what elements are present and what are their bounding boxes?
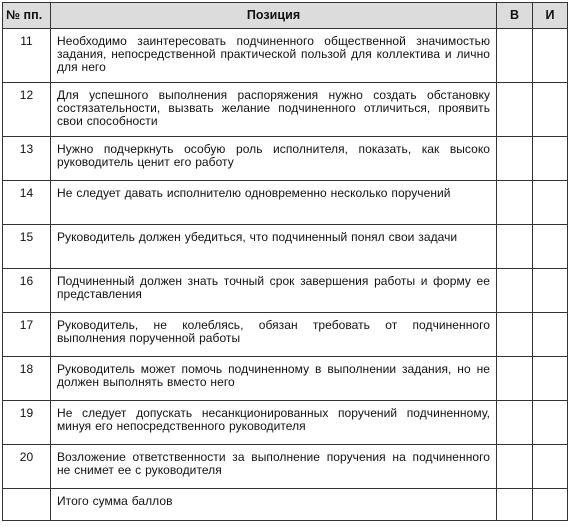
row-i-cell bbox=[533, 401, 568, 445]
row-number: 19 bbox=[3, 401, 51, 445]
total-label: Итого сумма баллов bbox=[51, 489, 497, 521]
row-v-cell bbox=[497, 401, 533, 445]
table-row bbox=[3, 29, 568, 83]
header-i: И bbox=[533, 3, 568, 29]
header-number: № пп. bbox=[3, 3, 51, 29]
table-row bbox=[3, 313, 568, 357]
row-i-cell bbox=[533, 181, 568, 225]
row-position-text: Нужно подчеркнуть особую роль исполнителя, показать, как высоко руководитель ценит его работу bbox=[51, 137, 497, 181]
row-position-text: Руководитель должен убедиться, что подчиненный понял свои задачи bbox=[51, 225, 497, 269]
row-position-text: Не следует давать исполнителю одновременно несколько поручений bbox=[51, 181, 497, 225]
row-v-cell bbox=[497, 225, 533, 269]
row-number: 17 bbox=[3, 313, 51, 357]
row-i-cell bbox=[533, 445, 568, 489]
table-row bbox=[3, 83, 568, 137]
row-v-cell bbox=[497, 83, 533, 137]
table-row bbox=[3, 137, 568, 181]
row-number: 12 bbox=[3, 83, 51, 137]
table-row bbox=[3, 181, 568, 225]
row-v-cell bbox=[497, 269, 533, 313]
total-i-cell bbox=[533, 489, 568, 521]
row-position-text: Подчиненный должен знать точный срок завершения работы и форму ее представления bbox=[51, 269, 497, 313]
row-position-text: Для успешного выполнения распоряжения нужно создать обстановку состязательности, вызвать желание подчиненного отличиться, проявить свои способности bbox=[51, 83, 497, 137]
row-v-cell bbox=[497, 357, 533, 401]
row-position-text: Возложение ответственности за выполнение поручения на подчиненного не снимет ее с руководителя bbox=[51, 445, 497, 489]
row-i-cell bbox=[533, 225, 568, 269]
row-i-cell bbox=[533, 137, 568, 181]
row-v-cell bbox=[497, 313, 533, 357]
row-number: 18 bbox=[3, 357, 51, 401]
row-v-cell bbox=[497, 29, 533, 83]
row-number: 14 bbox=[3, 181, 51, 225]
header-position: Позиция bbox=[51, 3, 497, 29]
row-position-text: Необходимо заинтересовать подчиненного общественной значимостью задания, непосредственной практической пользой для коллектива и лично для него bbox=[51, 29, 497, 83]
total-row bbox=[3, 489, 568, 521]
row-number: 20 bbox=[3, 445, 51, 489]
row-number: 13 bbox=[3, 137, 51, 181]
row-number: 16 bbox=[3, 269, 51, 313]
row-i-cell bbox=[533, 83, 568, 137]
table-row bbox=[3, 225, 568, 269]
row-number: 15 bbox=[3, 225, 51, 269]
row-i-cell bbox=[533, 29, 568, 83]
row-number: 11 bbox=[3, 29, 51, 83]
row-i-cell bbox=[533, 269, 568, 313]
total-v-cell bbox=[497, 489, 533, 521]
table-row bbox=[3, 269, 568, 313]
row-position-text: Руководитель может помочь подчиненному в выполнении задания, но не должен выполнять вместо него bbox=[51, 357, 497, 401]
row-position-text: Не следует допускать несанкционированных поручений подчиненному, минуя его непосредственного руководителя bbox=[51, 401, 497, 445]
row-v-cell bbox=[497, 181, 533, 225]
row-position-text: Руководитель, не колеблясь, обязан требовать от подчиненного выполнения порученной работы bbox=[51, 313, 497, 357]
row-i-cell bbox=[533, 313, 568, 357]
total-number-cell bbox=[3, 489, 51, 521]
table-header bbox=[3, 3, 568, 29]
row-v-cell bbox=[497, 445, 533, 489]
header-row bbox=[3, 3, 568, 29]
table-row bbox=[3, 401, 568, 445]
row-v-cell bbox=[497, 137, 533, 181]
table-row bbox=[3, 357, 568, 401]
header-v: В bbox=[497, 3, 533, 29]
row-i-cell bbox=[533, 357, 568, 401]
table-body bbox=[3, 29, 568, 521]
table-row bbox=[3, 445, 568, 489]
positions-table bbox=[2, 2, 568, 521]
